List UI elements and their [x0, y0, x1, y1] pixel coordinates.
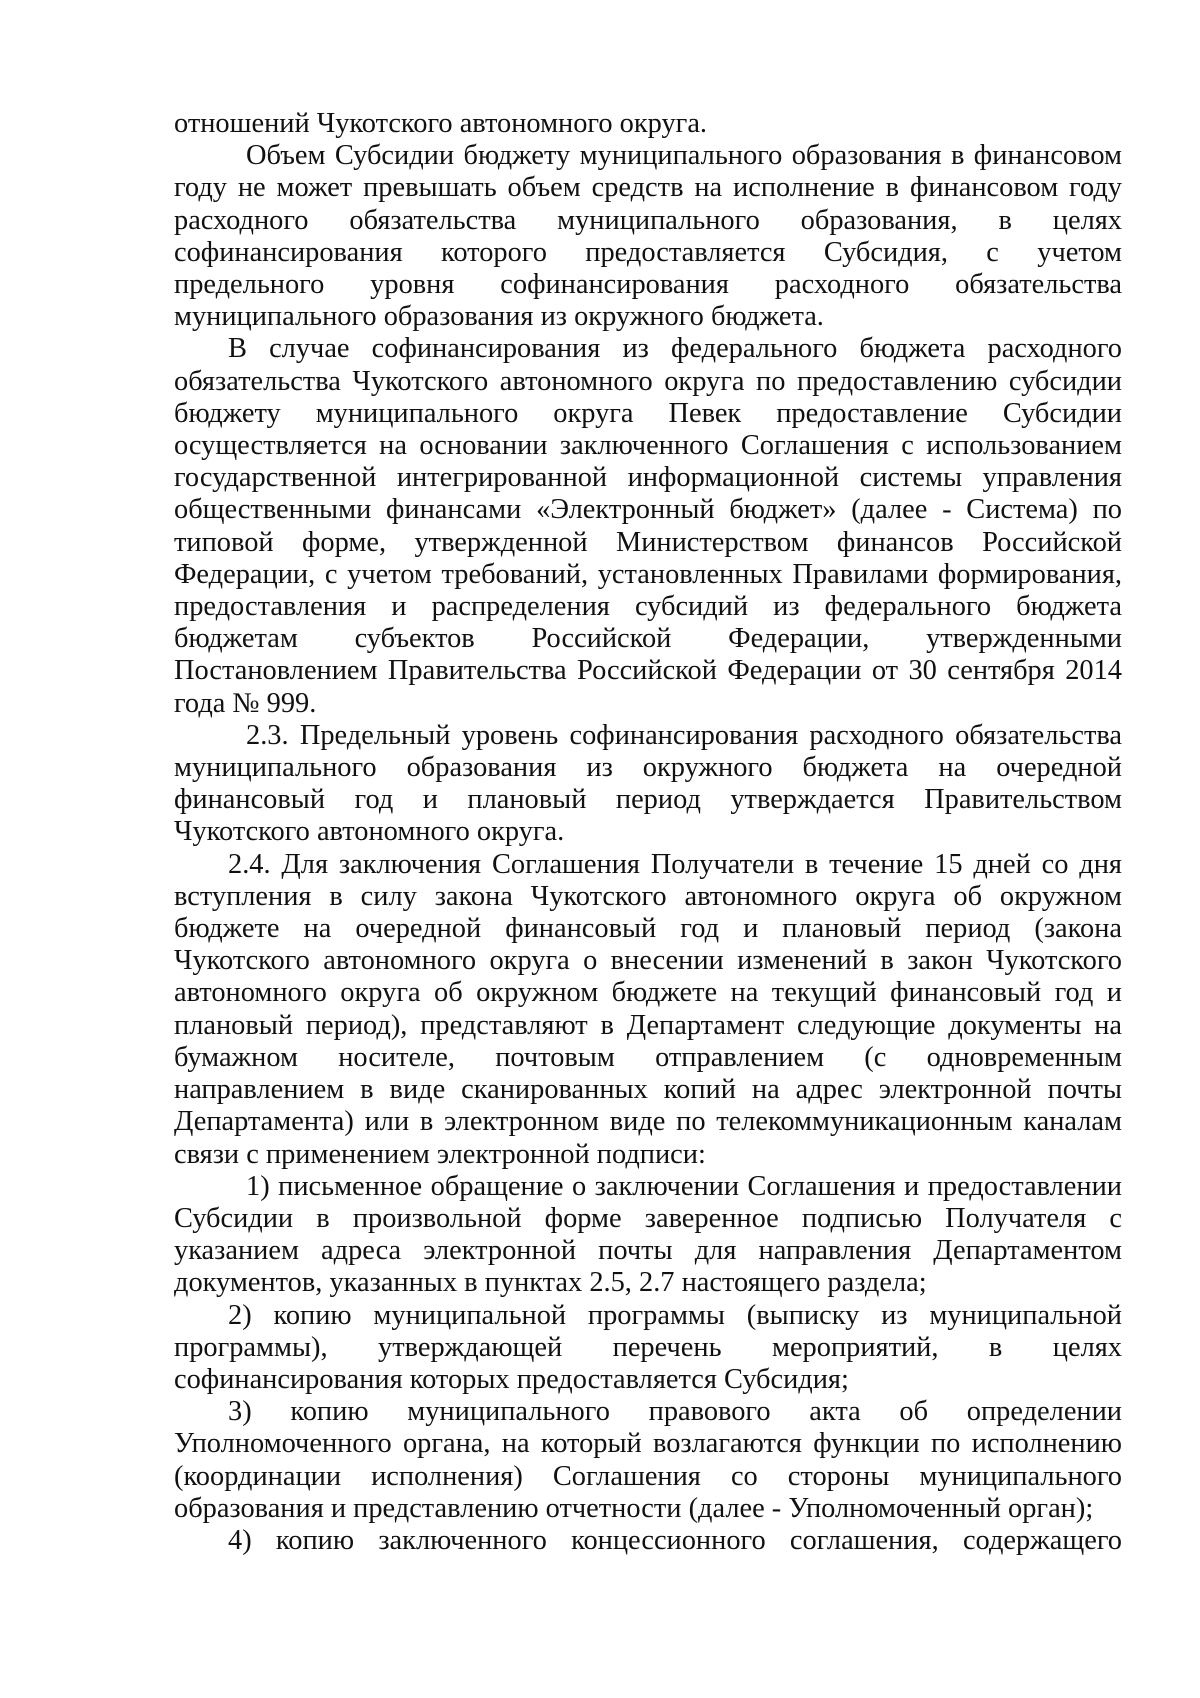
document-page: [174, 108, 1122, 1557]
paragraph-subsidy-volume: Объем Субсидии бюджету муниципального образования в финансовом году не может превышать объем средств на исполнение в финансовом году расходного обязательства муниципального образования, в целях софинансирования которого предоставляется Субсидия, с учетом предельного уровня софинансирования расходного обязательства муниципального образования из окружного бюджета.: [174, 140, 1122, 333]
list-item-1: 1) письменное обращение о заключении Соглашения и предоставлении Субсидии в произвольной форме заверенное подписью Получателя с указанием адреса электронной почты для направления Департаментом документов, указанных в пунктах 2.5, 2.7 настоящего раздела;: [174, 1170, 1122, 1299]
list-item-4: 4) копию заключенного концессионного соглашения, содержащего: [228, 1524, 1122, 1556]
list-item-2: 2) копию муниципальной программы (выписку из муниципальной программы), утверждающей перечень мероприятий, в целях софинансирования которых предоставляется Субсидия;: [174, 1299, 1122, 1395]
paragraph-federal-cofinancing: В случае софинансирования из федерального бюджета расходного обязательства Чукотского автономного округа по предоставлению субсидии бюджету муниципального округа Певек предоставление Субсидии осуществляется на основании заключенного Соглашения с использованием государственной интегрированной информационной системы управления общественными финансами «Электронный бюджет» (далее - Система) по типовой форме, утвержденной Министерством финансов Российской Федерации, с учетом требований, установленных Правилами формирования, предоставления и распределения субсидий из федерального бюджета бюджетам субъектов Российской Федерации, утвержденными Постановлением Правительства Российской Федерации от 30 сентября 2014 года № 999.: [174, 333, 1122, 719]
paragraph-section-2-4: 2.4. Для заключения Соглашения Получатели в течение 15 дней со дня вступления в силу закона Чукотского автономного округа об окружном бюджете на очередной финансовый год и плановый период (закона Чукотского автономного округа о внесении изменений в закон Чукотского автономного округа об окружном бюджете на текущий финансовый год и плановый период), представляют в Департамент следующие документы на бумажном носителе, почтовым отправлением (с одновременным направлением в виде сканированных копий на адрес электронной почты Департамента) или в электронном виде по телекоммуникационным каналам связи с применением электронной подписи:: [174, 848, 1122, 1170]
paragraph-continuation: отношений Чукотского автономного округа.: [174, 108, 708, 139]
list-item-3: 3) копию муниципального правового акта об определении Уполномоченного органа, на который возлагаются функции по исполнению (координации исполнения) Соглашения со стороны муниципального образования и представлению отчетности (далее - Уполномоченный орган);: [174, 1396, 1122, 1524]
paragraph-section-2-3: 2.3. Предельный уровень софинансирования расходного обязательства муниципального образования из окружного бюджета на очередной финансовый год и плановый период утверждается Правительством Чукотского автономного округа.: [174, 719, 1122, 848]
